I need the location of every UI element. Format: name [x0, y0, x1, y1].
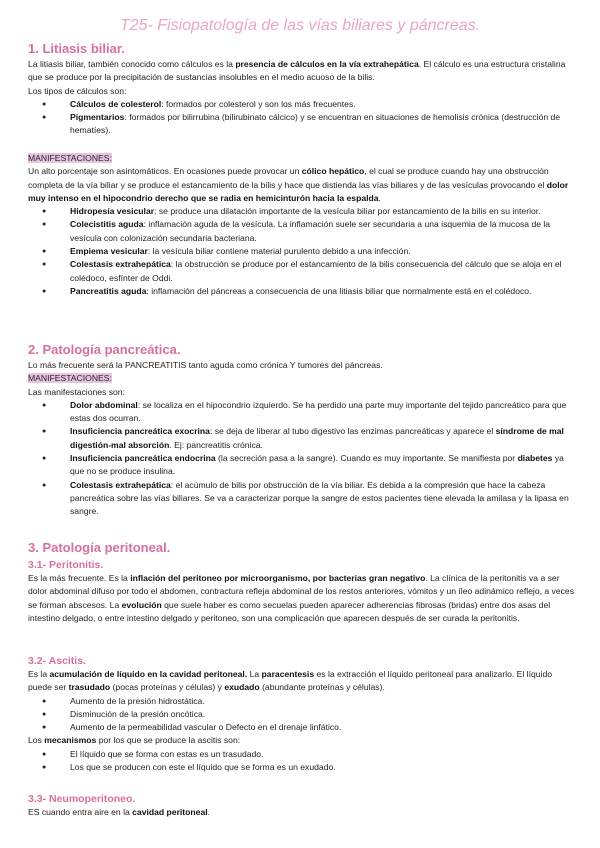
paragraph: ES cuando entra aire en la cavidad peritoneal. [28, 807, 211, 817]
paragraph: Los mecanismos por los que se produce la ascitis son: [28, 735, 241, 746]
manifestaciones-list [28, 399, 574, 519]
manifestaciones-list [28, 205, 574, 298]
list-item: ● Hidropesía vesicular: se produce una dilatación importante de la vesícula biliar por estancamiento de la bilis en su interior. [28, 205, 574, 218]
subsection-neumoperitoneo [28, 792, 574, 819]
paragraph: Un alto porcentaje son asintomáticos. En ocasiones puede provocar un cólico hepático, el cual se produce cuando hay una obstrucción completa de la vía biliar y se produce el estancamiento de la bilis y hace que distienda las vías biliares y de las vesículas provocando el dolor muy intenso en el hipocondrio derecho que se radia en hemicinturón hacia la espalda. [28, 166, 569, 203]
manifestaciones-label: MANIFESTACIONES: [28, 373, 112, 384]
paragraph: Lo más frecuente será la PANCREATITIS tanto aguda como crónica Y tumores del páncreas. [28, 360, 383, 370]
list-intro: Los tipos de cálculos son: [28, 85, 127, 96]
list-item: ● Colecistitis aguda: inflamación aguda de la vesícula. La inflamación suele ser secundaria a una isquemia de la mucosa de la vesícula con colonización secundaria bacteriana. [28, 218, 574, 245]
list-item: ● Los que se producen con este el líquido que se forma es un exudado. [28, 761, 574, 774]
list-item: ● Pancreatitis aguda: inflamación del páncreas a consecuencia de una litiasis biliar que normalmente está en el colédoco. [28, 285, 574, 298]
subsection-heading: 3.3- Neumoperitoneo. [28, 793, 136, 805]
list-item: ● Aumento de la presión hidrostática. [28, 695, 574, 708]
ascitis-causes-list [28, 695, 574, 735]
list-item: ● Disminución de la presión oncótica. [28, 708, 574, 721]
subsection-heading: 3.1- Peritonitis. [28, 559, 104, 571]
list-item: ● Dolor abdominal: se localiza en el hipocondrio izquierdo. Se ha perdido una parte muy importante del tejido pancreático para que estas dos ocurran. [28, 399, 574, 426]
subsection-ascitis [28, 654, 574, 774]
paragraph: Es la más frecuente. Es la inflación del peritoneo por microorganismo, por bacterias gran negativo. La clínica de la peritonitis va a ser dolor abdominal difuso por todo el abdomen, contractura refleja abdominal de los restos anteriores, vómitos y un íleo adinámico reflejo, a veces se forman abscesos. La evolución que suele haber es como secuelas pueden aparecer adherencias fibrosas (bridas) entre dos asas del intestino delgado, o entre intestino delgado y peritoneo, son una complicación que aparecen después de ser curada la peritonitis. [28, 573, 575, 623]
list-item: ● Colestasis extrahepática: el acúmulo de bilis por obstrucción de la vía biliar. Es debida a la compresión que hace la cabeza pancreática sobre las vías biliares. Se va a caracterizar porque la sangre de estos pacientes tiene elevada la amilasa y la lipasa en sangre. [28, 479, 574, 519]
list-item: ● Cálculos de colesterol: formados por colesterol y son los más frecuentes. [28, 98, 574, 111]
document-title: T25- Fisiopatología de las vías biliares y páncreas. [119, 17, 481, 34]
list-item: ● Insuficiencia pancreática endocrina (la secreción pasa a la sangre). Cuando es muy importante. Se manifiesta por diabetes ya que no se produce insulina. [28, 452, 574, 479]
list-item: ● Aumento de la permeabilidad vascular o Defecto en el drenaje linfático. [28, 721, 574, 734]
section-litiasis-biliar [28, 40, 574, 138]
list-item: ● Empiema vesicular: la vesícula biliar contiene material purulento debido a una infección. [28, 245, 574, 258]
manifestaciones-block-1 [28, 152, 574, 298]
list-item: ● El líquido que se forma con estas es un trasudado. [28, 748, 574, 761]
calculi-types-list [28, 98, 574, 138]
section-heading: 3. Patología peritoneal. [28, 540, 171, 555]
section-heading: 2. Patología pancreática. [28, 342, 181, 357]
paragraph: La litiasis biliar, también conocido como cálculos es la presencia de cálculos en la vía extrahepática. El cálculo es una estructura cristalina que se produce por la precipitación de sustancias insolubles en el medio acuoso de la bilis. [28, 59, 566, 83]
manifestaciones-label: MANIFESTACIONES: [28, 153, 112, 163]
list-item: ● Pigmentarios: formados por bilirrubina (bilirubinato cálcico) y se encuentran en situaciones de hemolisis crónica (destrucción de hematíes). [28, 111, 574, 138]
list-intro: Las manifestaciones son: [28, 386, 125, 397]
section-patologia-pancreatica [28, 341, 574, 519]
section-heading: 1. Litiasis biliar. [28, 41, 125, 56]
list-item: ● Colestasis extrahepática: la obstrucción se produce por el estancamiento de la bilis consecuencia del cálculo que se aloja en el colédoco, esfínter de Oddi. [28, 258, 574, 285]
section-patologia-peritoneal [28, 539, 574, 625]
ascitis-mechanisms-list [28, 748, 574, 775]
paragraph: Es la acumulación de líquido en la cavidad peritoneal. La paracentesis es la extracción el líquido peritoneal para analizarlo. El líquido puede ser trasudado (pocas proteínas y células) y exudado (abundante proteínas y células). [28, 669, 553, 693]
list-item: ● Insuficiencia pancreática exocrina: se deja de liberar al tubo digestivo las enzimas pancreáticas y aparece el síndrome de mal digestión-mal absorción. Ej: pancreatitis crónica. [28, 425, 574, 452]
subsection-heading: 3.2- Ascitis. [28, 655, 86, 667]
